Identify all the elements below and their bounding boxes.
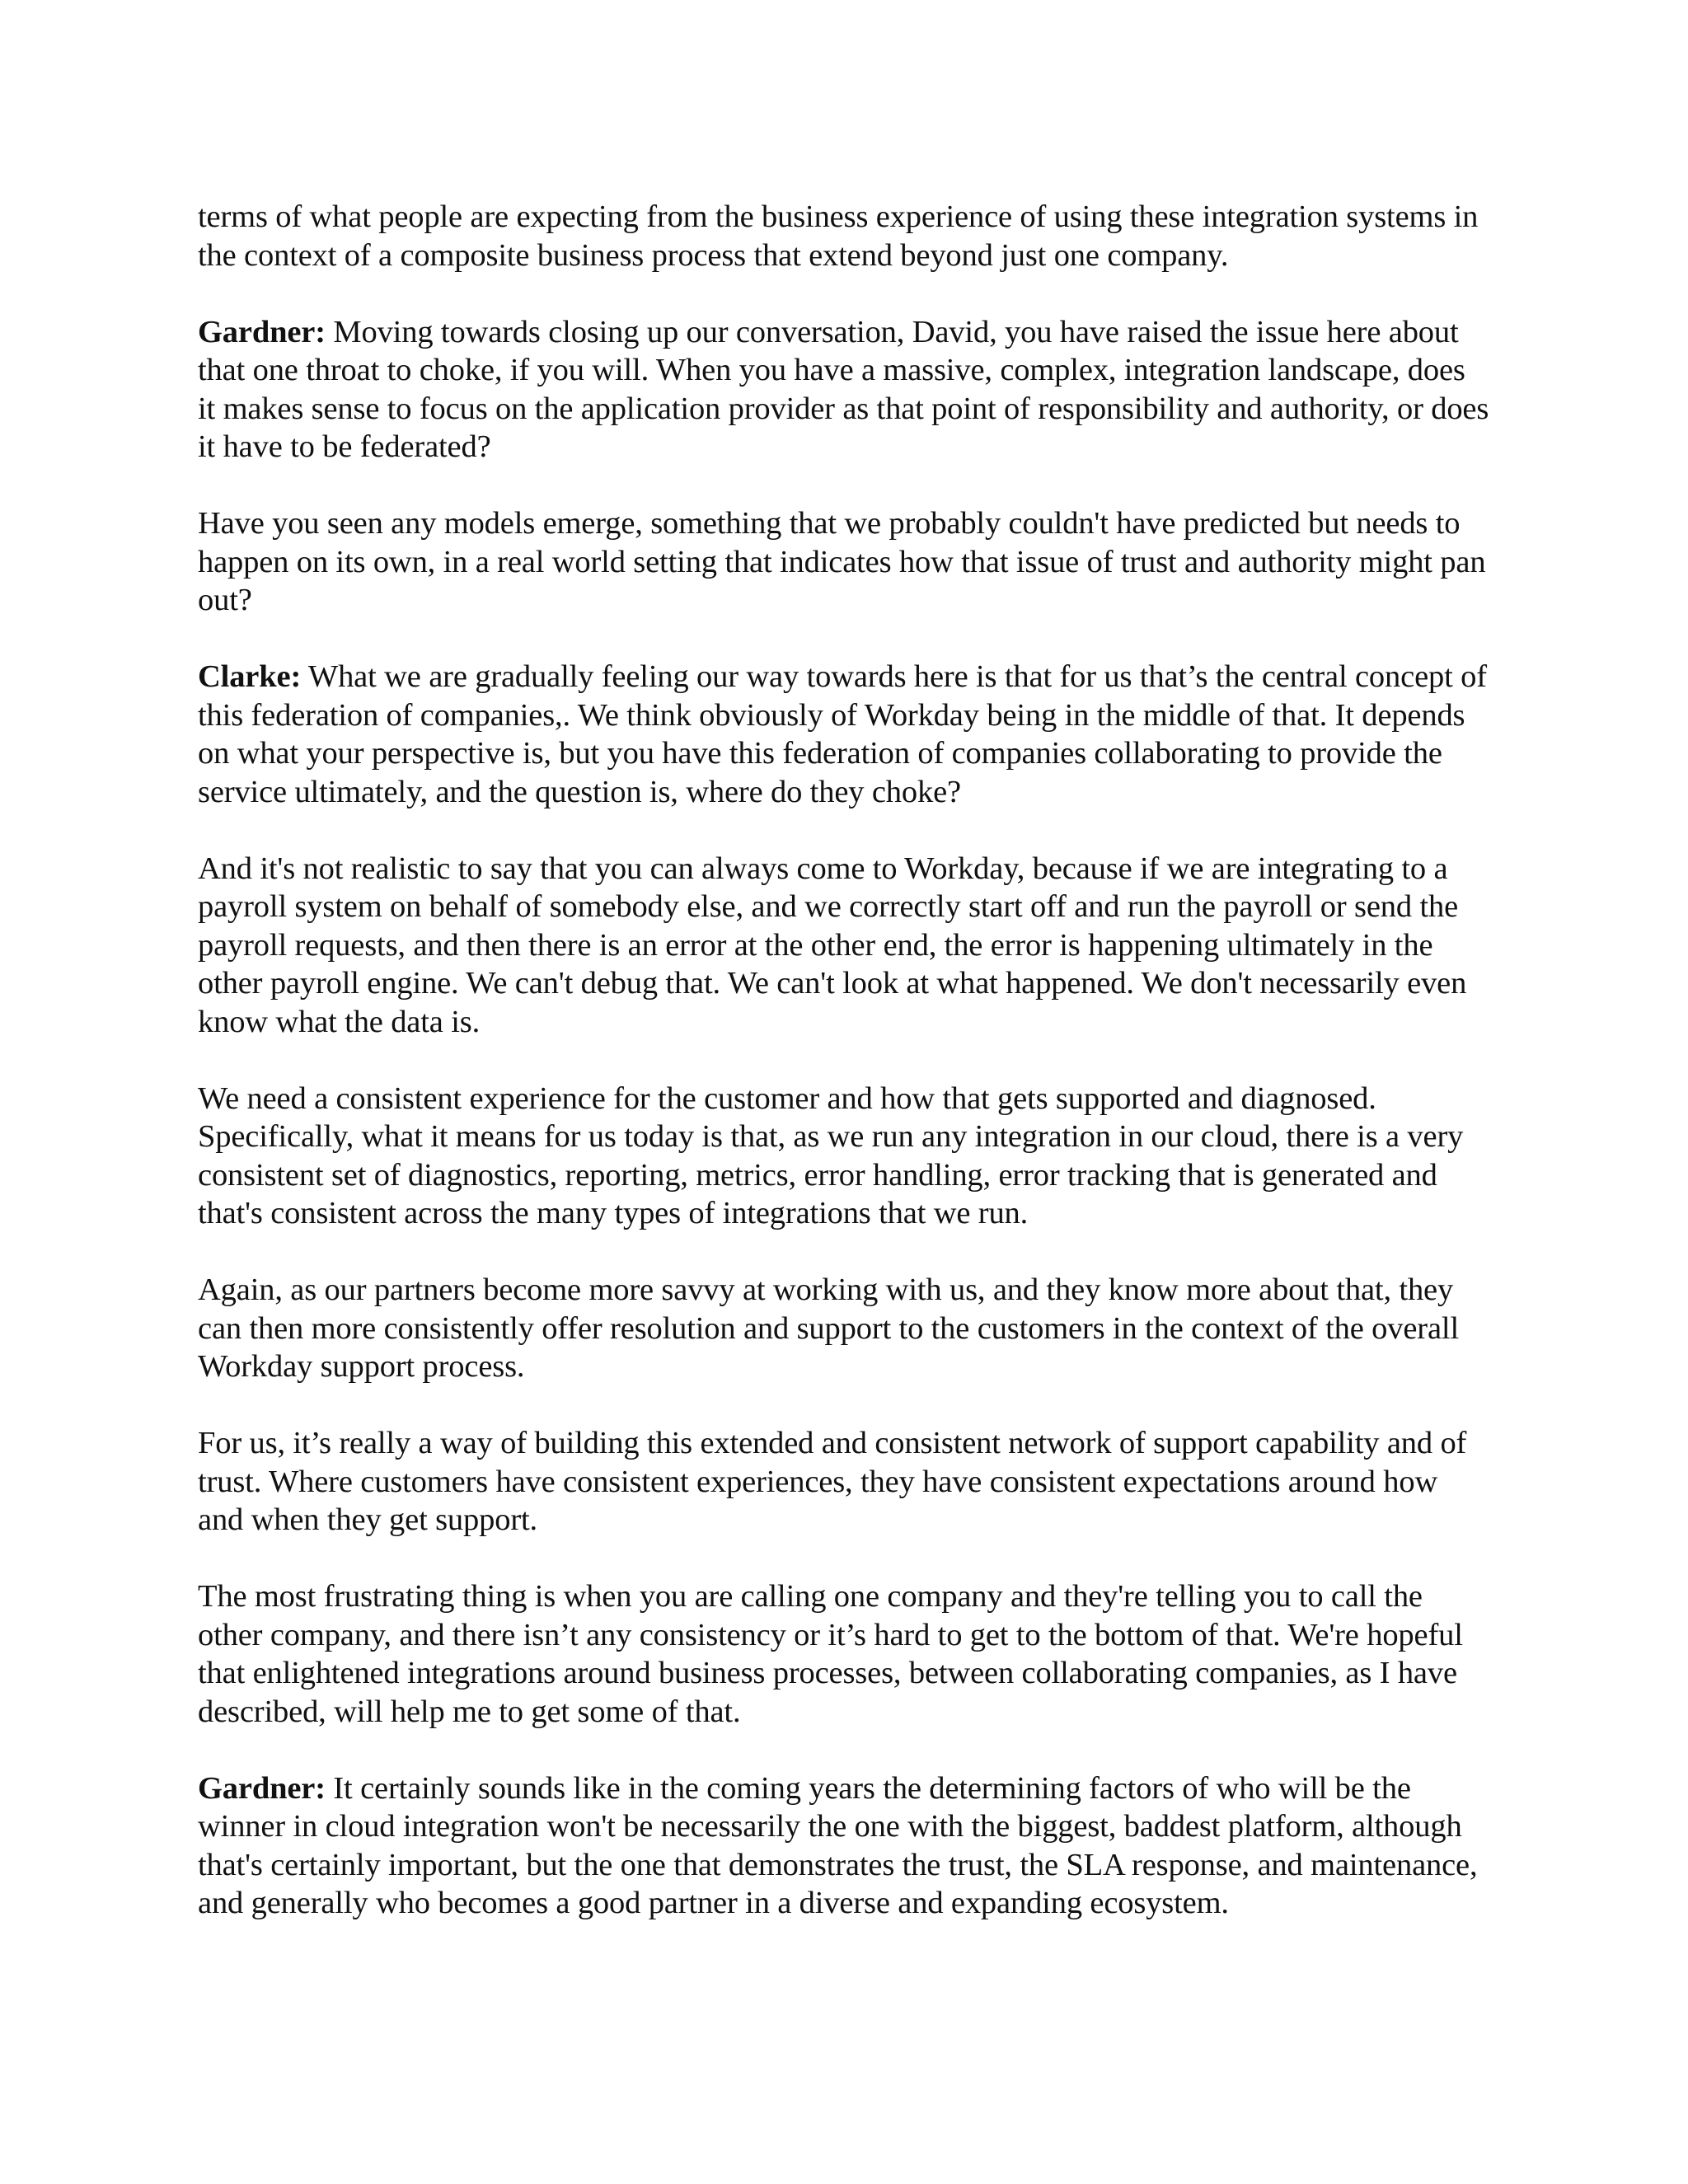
paragraph-10 xyxy=(198,1769,1490,1923)
paragraph-9 xyxy=(198,1577,1490,1731)
paragraph-text: We need a consistent experience for the customer and how that gets supported and diagnosed. Specifically, what it means for us today is that, as we run any integration in our cloud, there is a very consistent set of diagnostics, reporting, metrics, error handling, error tracking that is generated and that's consistent across the many types of integrations that we run. xyxy=(198,1080,1464,1230)
paragraph-5 xyxy=(198,850,1490,1042)
paragraph-text: terms of what people are expecting from the business experience of using these integration systems in the context of a composite business process that extend beyond just one company. xyxy=(198,199,1479,273)
paragraph-text: Again, as our partners become more savvy at working with us, and they know more about that, they can then more consistently offer resolution and support to the customers in the context of the overall Workday support process. xyxy=(198,1272,1460,1384)
paragraph-text: It certainly sounds like in the coming years the determining factors of who will be the winner in cloud integration won't be necessarily the one with the biggest, baddest platform, although that's certainly important, but the one that demonstrates the trust, the SLA response, and maintenance, and generally who becomes a good partner in a diverse and expanding ecosystem. xyxy=(198,1770,1478,1920)
paragraph-text: What we are gradually feeling our way towards here is that for us that’s the central concept of this federation of companies,. We think obviously of Workday being in the middle of that. It depends on what your perspective is, but you have this federation of companies collaborating to provide the service ultimately, and the question is, where do they choke? xyxy=(198,659,1487,809)
paragraph-8 xyxy=(198,1424,1490,1540)
paragraph-6 xyxy=(198,1080,1490,1233)
paragraph-text: And it's not realistic to say that you can always come to Workday, because if we are integrating to a payroll system on behalf of somebody else, and we correctly start off and run the payroll or send the payroll requests, and then there is an error at the other end, the error is happening ultimately in the other payroll engine. We can't debug that. We can't look at what happened. We don't necessarily even know what the data is. xyxy=(198,851,1467,1039)
paragraph-4 xyxy=(198,658,1490,811)
paragraph-3 xyxy=(198,504,1490,620)
speaker-label: Gardner: xyxy=(198,314,326,349)
paragraph-text: The most frustrating thing is when you are calling one company and they're telling you to call the other company, and there isn’t any consistency or it’s hard to get to the bottom of that. We're hopeful that enlightened integrations around business processes, between collaborating companies, as I have described, will help me to get some of that. xyxy=(198,1579,1463,1729)
paragraph-text: Have you seen any models emerge, something that we probably couldn't have predicted but needs to happen on its own, in a real world setting that indicates how that issue of trust and authority might pan out? xyxy=(198,506,1486,617)
paragraph-text: For us, it’s really a way of building this extended and consistent network of support capability and of trust. Where customers have consistent experiences, they have consistent expectations around how and when they get support. xyxy=(198,1426,1467,1537)
speaker-label: Clarke: xyxy=(198,659,302,694)
paragraph-text: Moving towards closing up our conversation, David, you have raised the issue here about that one throat to choke, if you will. When you have a massive, complex, integration landscape, does it makes sense to focus on the application provider as that point of responsibility and authority, or does it have to be federated? xyxy=(198,314,1489,464)
paragraph-1 xyxy=(198,198,1490,274)
paragraph-7 xyxy=(198,1271,1490,1386)
paragraph-2 xyxy=(198,313,1490,466)
transcript-body xyxy=(198,198,1490,1961)
speaker-label: Gardner: xyxy=(198,1770,326,1806)
